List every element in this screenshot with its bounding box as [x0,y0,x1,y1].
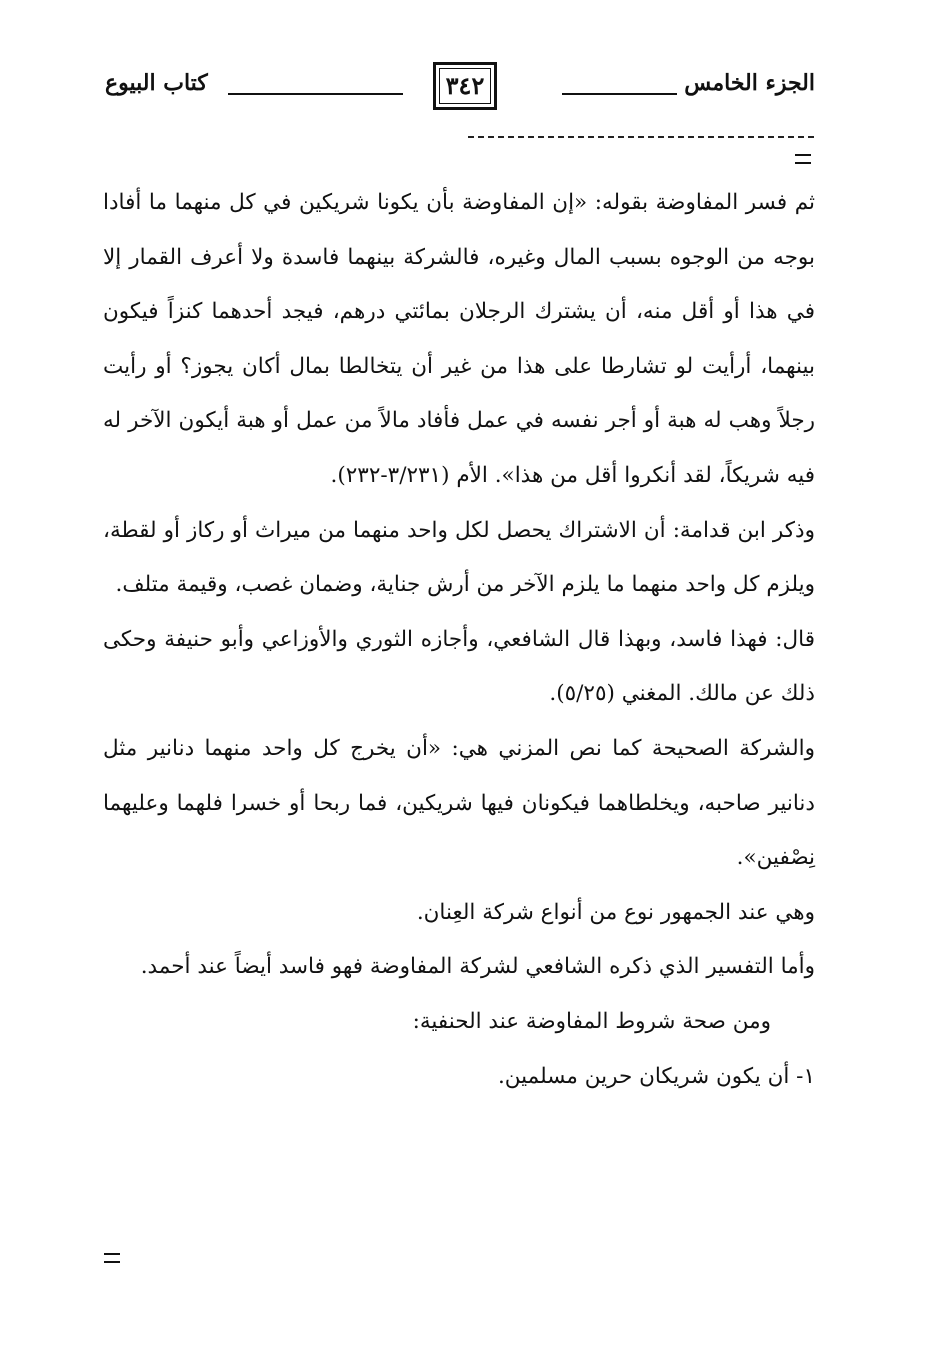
running-header [95,62,815,118]
footnote-separator [468,136,814,138]
book-title: كتاب البيوع [105,70,208,96]
page-number: ٣٤٢ [433,62,497,110]
double-line-mark-bottom [104,1253,120,1263]
volume-title: الجزء الخامس [684,70,815,96]
list-item-condition-1: ١- أن يكون شريكان حرين مسلمين. [497,1063,815,1089]
paragraph-ahmad: وأما التفسير الذي ذكره الشافعي لشركة المفاوضة فهو فاسد أيضاً عند أحمد. [140,954,815,980]
paragraph-muzani: والشركة الصحيحة كما نص المزني هي: «أن يخرج كل واحد منهما دنانير مثل دنانير صاحبه، ويخلطاهما فيكونان فيها شريكين، فما ربحا أو خسرا فلهما وعليهما نِصْفين». [103,735,815,871]
footnote-text [103,176,815,1104]
paragraph-hanafi-conditions: ومن صحة شروط المفاوضة عند الحنفية: [412,1008,771,1034]
paragraph-mufawada-definition: ثم فسر المفاوضة بقوله: «إن المفاوضة بأن يكونا شريكين في كل منهما ما أفادا بوجه من الوجوه بسبب المال وغيره، فالشركة بينهما فاسدة ولا أعرف القمار إلا في هذا أو أقل منه، أن يشترك الرجلان بمائتي درهم، فيجد أحدهما كنزاً فيكون بينهما، أرأيت لو تشارطا على هذا من غير أن يتخالطا بمال أكان يجوز؟ أو رأيت رجلاً وهب له هبة أو أجر نفسه في عمل فأفاد مالاً من عمل أو هبة أيكون الآخر له فيه شريكاً، لقد أنكروا أقل من هذا». الأم (٣/٢٣١-٢٣٢). [103,190,815,488]
paragraph-ruling: قال: فهذا فاسد، وبهذا قال الشافعي، وأجازه الثوري والأوزاعي وأبو حنيفة وحكى ذلك عن مالك. المغني (٥/٢٥). [103,626,815,707]
header-rule-left [228,93,403,95]
double-line-mark-top [795,154,811,164]
paragraph-ibn-qudama: وذكر ابن قدامة: أن الاشتراك يحصل لكل واحد منهما من ميراث أو ركاز أو لقطة، ويلزم كل واحد منهما ما يلزم الآخر من أرش جناية، وضمان غصب، وقيمة متلف. [103,517,815,598]
header-rule-right [562,93,677,95]
paragraph-inan: وهي عند الجمهور نوع من أنواع شركة العِنان. [416,899,815,925]
